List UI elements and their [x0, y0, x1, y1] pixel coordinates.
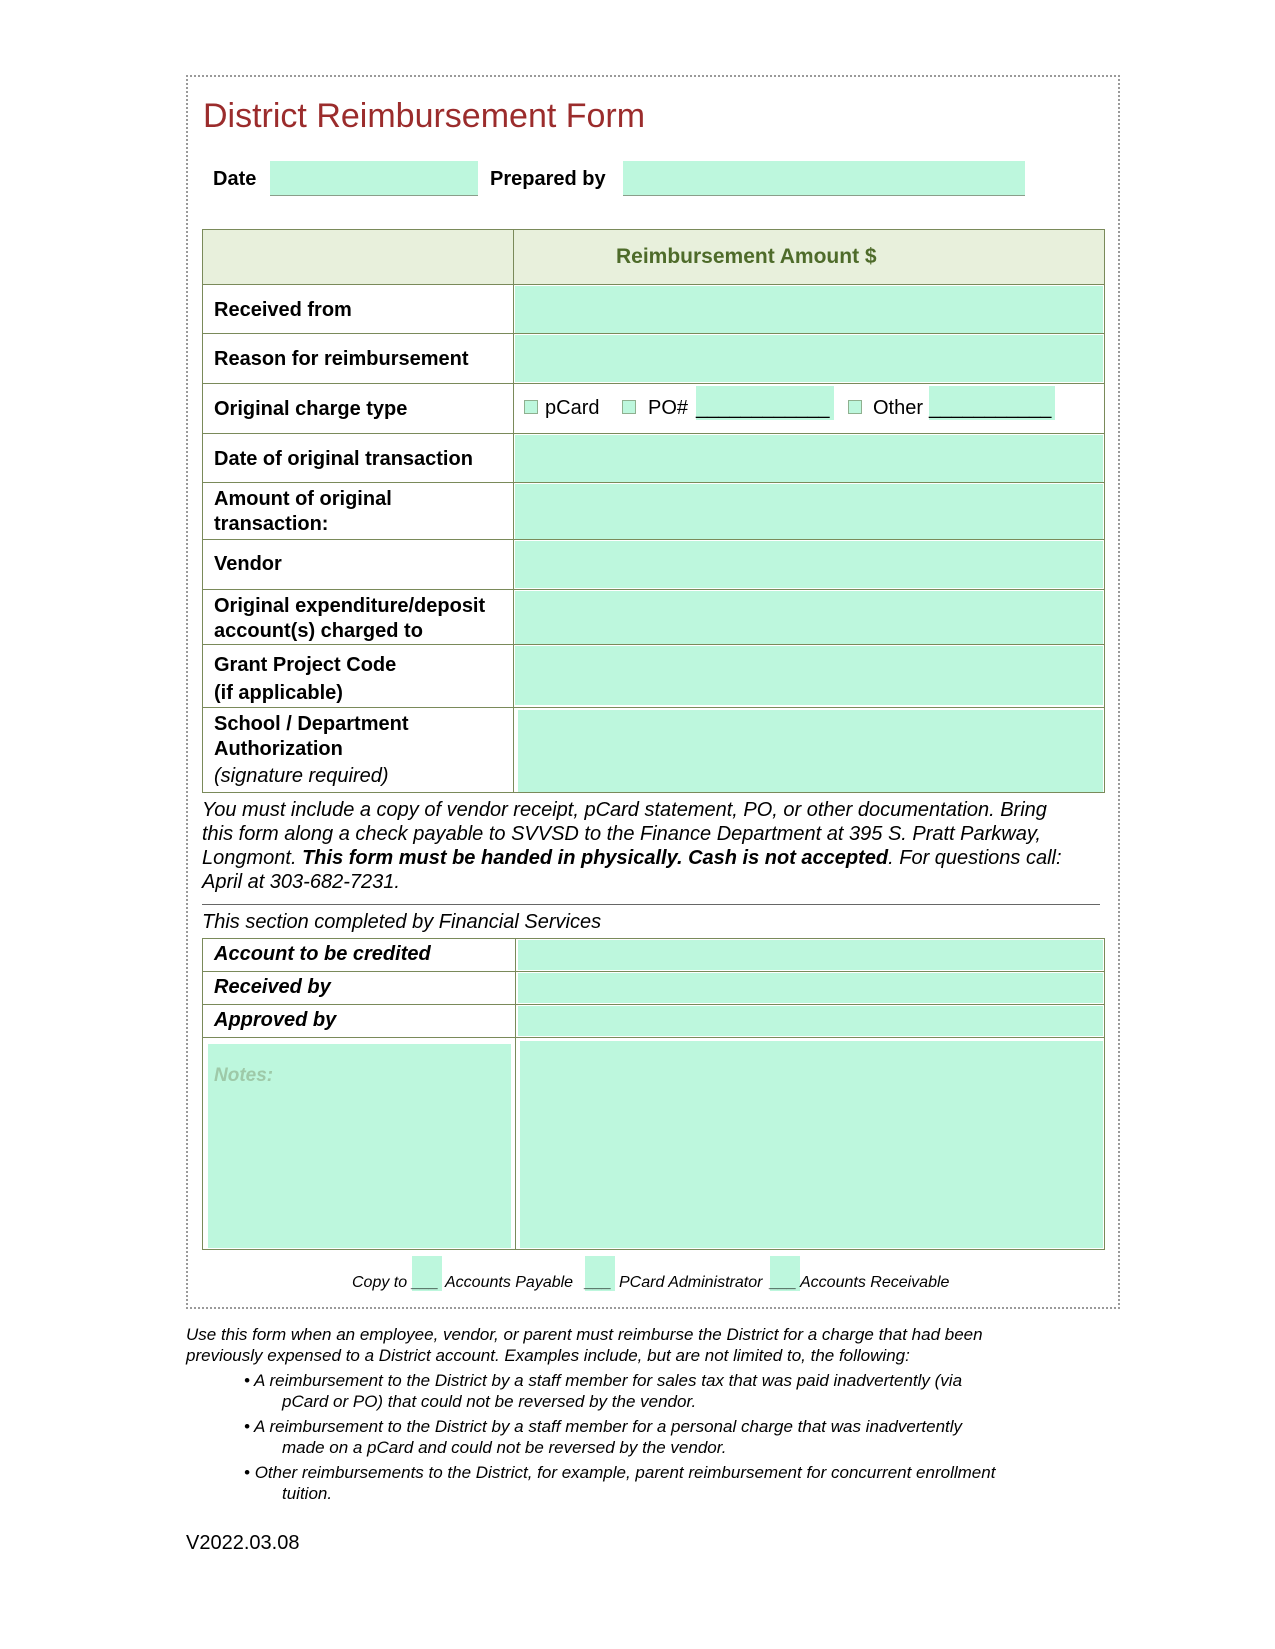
list-item: • Other reimbursements to the District, for example, parent reimbursement for concurrent enrollment tuition.	[244, 1463, 996, 1503]
section-divider	[202, 904, 1100, 905]
row-divider	[202, 644, 1105, 645]
copy-blank: ___	[412, 1274, 439, 1291]
row-divider	[202, 589, 1105, 590]
fs-row-divider	[202, 971, 1105, 972]
fs-table-divider	[515, 938, 516, 1250]
pcard-admin-label: PCard Administrator	[619, 1274, 763, 1291]
vendor-label: Vendor	[214, 553, 282, 575]
usage-bullets	[244, 1370, 1124, 1504]
received-by-label: Received by	[214, 976, 331, 998]
row-divider	[202, 433, 1105, 434]
financial-services-table	[202, 938, 1105, 1250]
row-divider	[202, 284, 1105, 285]
instructions-text: You must include a copy of vendor receipt, pCard statement, PO, or other documentation. Bring this form along a check payable to SVVSD to the Finance Department at 395 S. Pratt Parkway, Longmont. This form must be handed in physically. Cash is not accepted. For questions call: April at 303-682-7231.	[202, 799, 1062, 893]
bullet-icon: •	[244, 1371, 250, 1390]
version-label: V2022.03.08	[186, 1532, 300, 1554]
form-title: District Reimbursement Form	[203, 97, 646, 135]
row-divider	[202, 383, 1105, 384]
pcard-option-label: pCard	[545, 397, 600, 419]
copy-to-line	[352, 1256, 1112, 1296]
important-note: This form must be handed in physically. Cash is not accepted	[302, 847, 889, 869]
copy-to-label: Copy to	[352, 1274, 408, 1291]
amount-original-label: Amount of original transaction:	[214, 488, 392, 535]
reimbursement-table	[202, 229, 1105, 793]
copy-blank: ___	[770, 1274, 797, 1291]
table-divider	[513, 229, 514, 793]
authorization-label: School / Department Authorization (signature required)	[214, 713, 409, 787]
reason-label: Reason for reimbursement	[214, 348, 469, 370]
other-option-label: Other	[873, 397, 924, 419]
copy-blank: ___	[585, 1274, 612, 1291]
expenditure-account-label: Original expenditure/deposit account(s) charged to	[214, 595, 486, 642]
po-checkbox[interactable]	[622, 400, 636, 414]
accounts-receivable-label: Accounts Receivable	[800, 1274, 950, 1291]
bullet-icon: •	[244, 1417, 250, 1436]
fs-row-divider	[202, 1004, 1105, 1005]
prepared-by-label: Prepared by	[490, 168, 606, 190]
account-credited-label: Account to be credited	[214, 943, 431, 965]
other-blank: ___________	[929, 397, 1052, 419]
fs-row-divider	[202, 1037, 1105, 1038]
row-divider	[202, 707, 1105, 708]
fs-table-border	[202, 938, 1105, 1250]
prepared-by-field[interactable]	[623, 161, 1025, 196]
row-divider	[202, 333, 1105, 334]
usage-intro: Use this form when an employee, vendor, or parent must reimburse the District for a charge that had been previously expensed to a District account. Examples include, but are not limited to, the following:	[186, 1325, 983, 1365]
date-field[interactable]	[270, 161, 478, 196]
row-divider	[202, 482, 1105, 483]
reimbursement-amount-header: Reimbursement Amount $	[616, 245, 877, 268]
date-label: Date	[213, 168, 257, 190]
approved-by-label: Approved by	[214, 1009, 337, 1031]
grant-code-label: Grant Project Code (if applicable)	[214, 654, 397, 704]
list-item: • A reimbursement to the District by a staff member for a personal charge that was inadvertently made on a pCard and could not be reversed by the vendor.	[244, 1417, 963, 1457]
other-checkbox[interactable]	[848, 400, 862, 414]
accounts-payable-label: Accounts Payable	[445, 1274, 574, 1291]
date-original-label: Date of original transaction	[214, 448, 473, 470]
list-item: • A reimbursement to the District by a staff member for sales tax that was paid inadvertently (via pCard or PO) that could not be reversed by the vendor.	[244, 1371, 963, 1411]
financial-services-label: This section completed by Financial Services	[202, 911, 602, 933]
charge-type-label: Original charge type	[214, 398, 408, 420]
po-number-blank: ____________	[696, 397, 830, 419]
received-from-label: Received from	[214, 299, 352, 321]
notes-label: Notes:	[214, 1065, 274, 1086]
po-option-label: PO#	[648, 397, 689, 419]
row-divider	[202, 539, 1105, 540]
pcard-checkbox[interactable]	[524, 400, 538, 414]
bullet-icon: •	[244, 1463, 250, 1482]
